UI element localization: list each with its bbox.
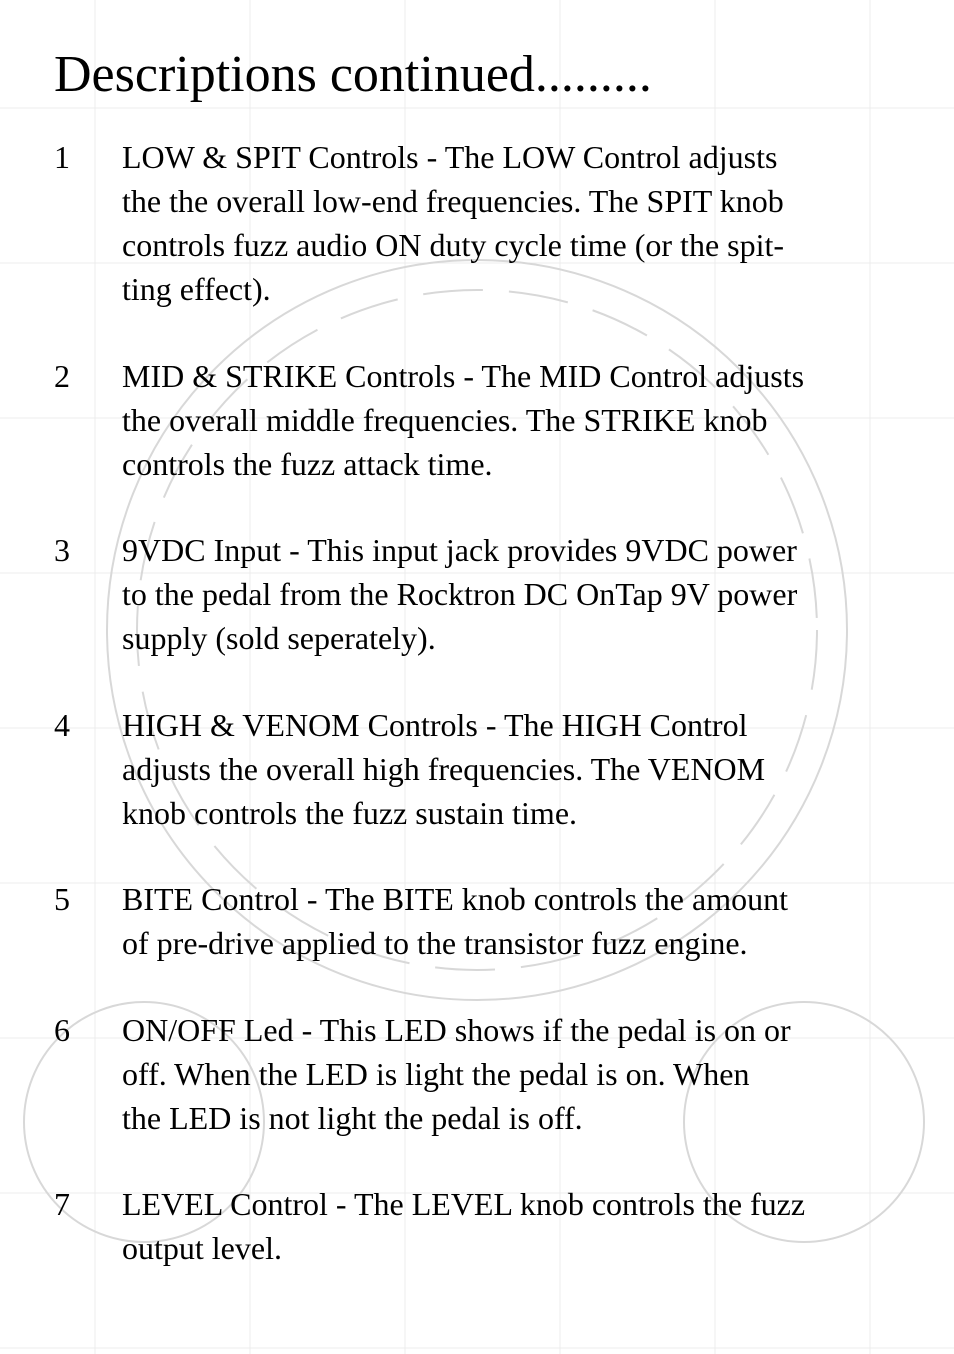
item-number: 1 [54, 139, 70, 175]
item-description: LOW & SPIT Controls - The LOW Control adjusts the the overall low-end frequencies. The SPIT knob controls fuzz audio ON duty cycle time (or the spit- ting effect). [122, 139, 785, 307]
item-description: 9VDC Input - This input jack provides 9VDC power to the pedal from the Rocktron DC OnTap 9V power supply (sold seperately). [122, 532, 798, 656]
item-number: 6 [54, 1012, 70, 1048]
item-description: LEVEL Control - The LEVEL knob controls the fuzz output level. [122, 1186, 806, 1266]
item-description: MID & STRIKE Controls - The MID Control adjusts the overall middle frequencies. The STRIKE knob controls the fuzz attack time. [122, 358, 805, 482]
item-number: 3 [54, 532, 70, 568]
item-description: ON/OFF Led - This LED shows if the pedal is on or off. When the LED is light the pedal is on. When the LED is not light the pedal is off. [122, 1012, 791, 1136]
page-title: Descriptions continued......... [54, 46, 652, 103]
item-number: 5 [54, 881, 70, 917]
item-number: 2 [54, 358, 70, 394]
item-number: 7 [54, 1186, 70, 1222]
item-description: HIGH & VENOM Controls - The HIGH Control adjusts the overall high frequencies. The VENOM knob controls the fuzz sustain time. [122, 707, 766, 831]
item-number: 4 [54, 707, 70, 743]
item-description: BITE Control - The BITE knob controls the amount of pre-drive applied to the transistor fuzz engine. [122, 881, 788, 961]
